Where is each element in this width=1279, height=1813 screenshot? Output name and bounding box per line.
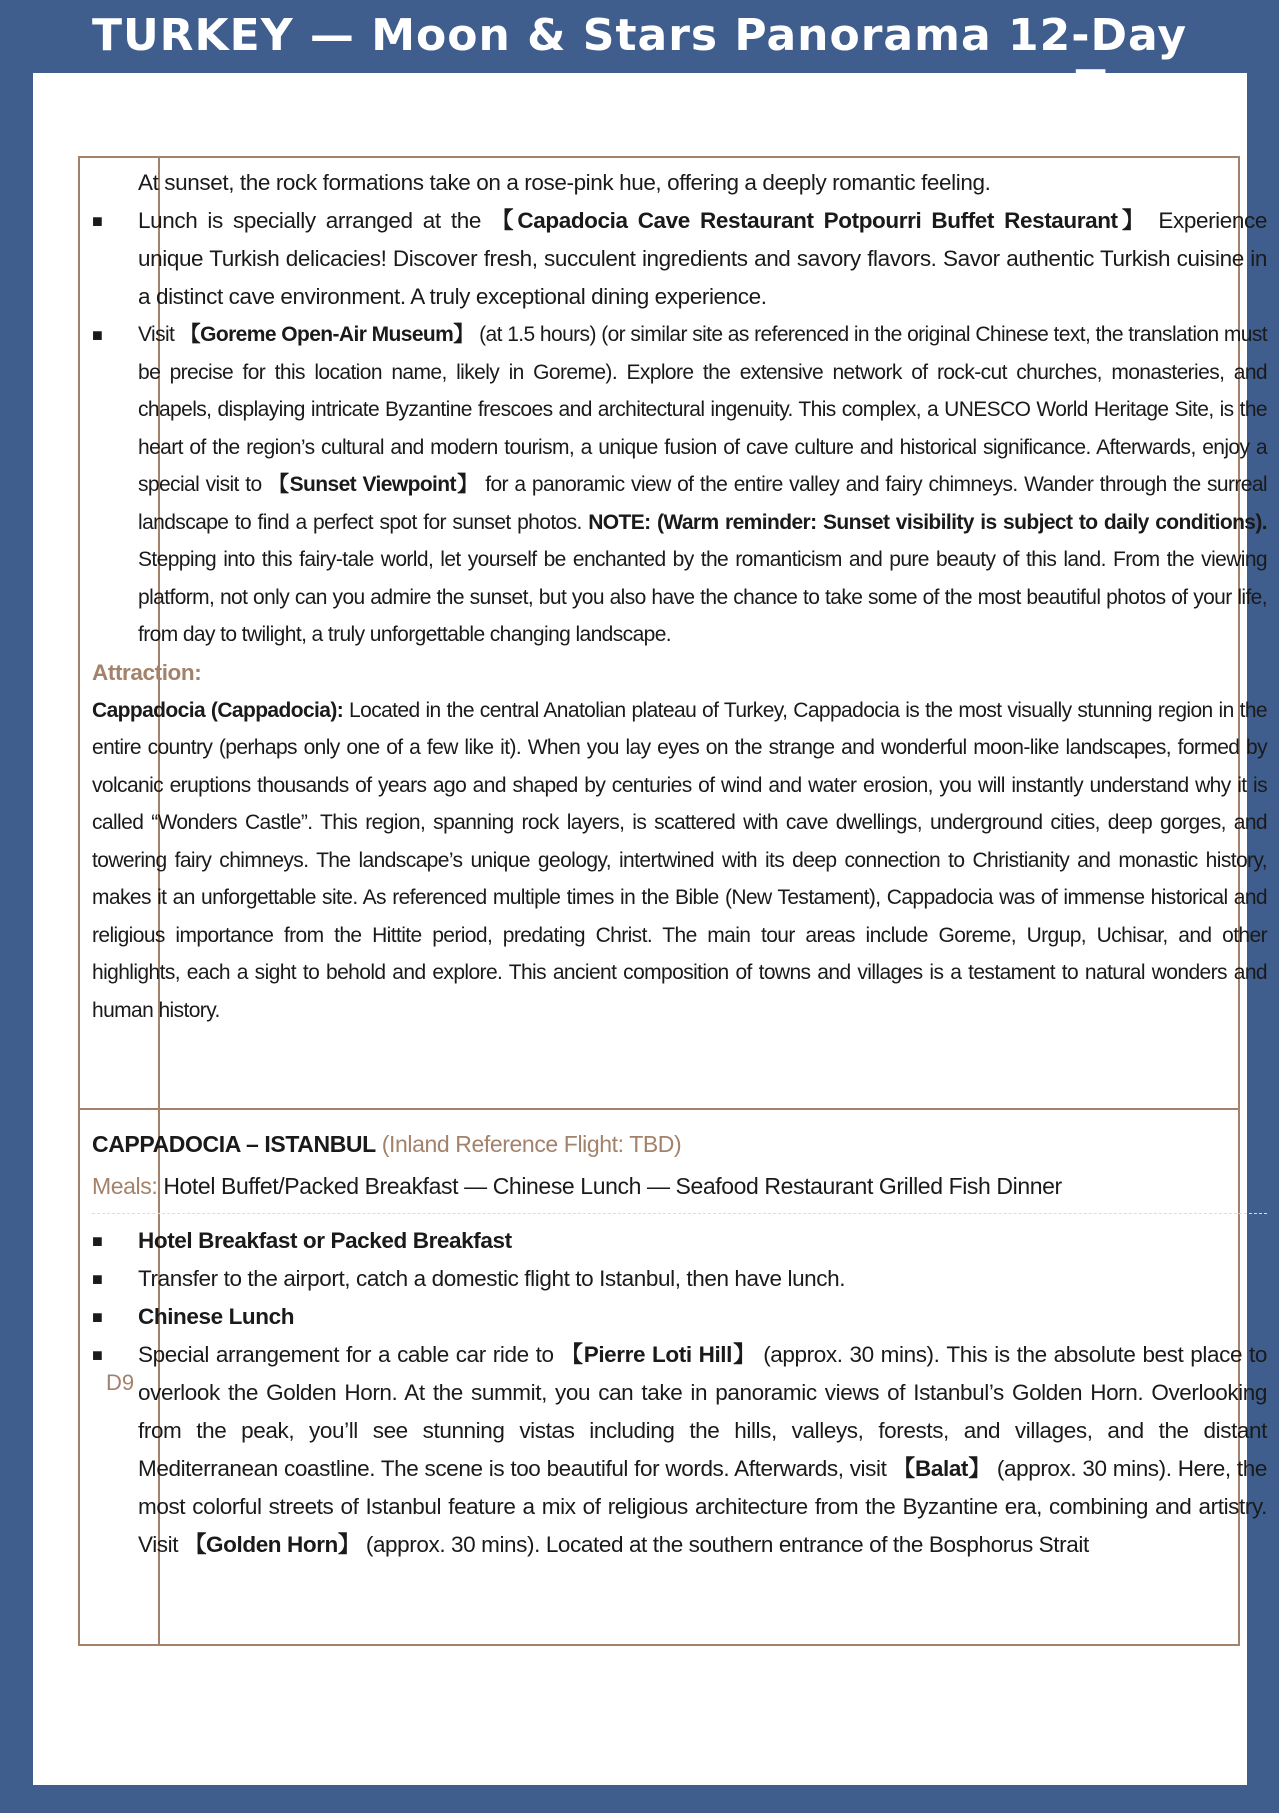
continued-line: At sunset, the rock formations take on a rose-pink hue, offering a deeply romantic feeling.	[138, 170, 991, 195]
visit-end: Stepping into this fairy-tale world, let yourself be enchanted by the romanticism and pure beauty of this land. From the viewing platform, not only can you admire the sunset, but you also have the chance to take some of the most beautiful photos of your life, from day to twilight, a truly unforgettable changing landscape.	[138, 548, 1267, 646]
breakfast-text: Hotel Breakfast or Packed Breakfast	[138, 1228, 512, 1253]
attraction-text: Located in the central Anatolian plateau of Turkey, Cappadocia is the most visually stunning region in the entire country (perhaps only one of a few like it). When you lay eyes on the strange and wonderful moon-like landscapes, formed by volcanic eruptions thousands of years ago and shaped by centuries of wind and water erosion, you will instantly understand why it is called “Wonders Castle”. This region, spanning rock layers, is scattered with cave dwellings, underground cities, deep gorges, and towering fairy chimneys. The landscape’s unique geology, intertwined with its deep connection to Christianity and monastic history, makes it an unforgettable site. As referenced multiple times in the Bible (New Testament), Cappadocia was of immense historical and religious importance from the Hittite period, predating Christ. The main tour areas include Goreme, Urgup, Uchisar, and other highlights, each a sight to behold and explore. This ancient composition of towns and villages is a testament to natural wonders and human history.	[92, 698, 1267, 1022]
lunch-text: Chinese Lunch	[138, 1304, 295, 1329]
cable-text: (approx. 30 mins). This is the absolute best place to overlook the Golden Horn. At the summit, you can take in panoramic views of Istanbul’s Golden Horn. Overlooking from the peak, you’ll see stunning vistas including the hills, valleys, forests, and villages, and the distant Mediterranean coastline. The scene is too beautiful for words. Afterwards, visit	[138, 1342, 1267, 1481]
list-item-museum	[92, 316, 1267, 654]
visit-pre: Visit	[138, 323, 180, 346]
viewpoint-text: for a panoramic view of the entire valley and fairy chimneys. Wander through the surreal landscape to find a perfect spot for sunset photos.	[138, 473, 1267, 534]
viewpoint-name: 【Sunset Viewpoint】	[268, 473, 479, 496]
list-item-lunch	[92, 1298, 1267, 1336]
hill-name: 【Pierre Loti Hill】	[560, 1342, 757, 1367]
cable-pre: Special arrangement for a cable car ride to	[138, 1342, 561, 1367]
attraction-heading: Attraction:	[92, 659, 202, 685]
day8-content	[92, 164, 1267, 1029]
balat-text: (approx. 30 mins). Here, the most colorful streets of Istanbul feature a mix of religious architecture from the Byzantine era, combining and artistry. Visit	[138, 1456, 1267, 1557]
balat-name: 【Balat】	[892, 1456, 991, 1481]
route-line	[92, 1123, 1267, 1165]
museum-text: (at 1.5 hours) (or similar site as referenced in the original Chinese text, the translation must be precise for this location name, likely in Goreme). Explore the extensive network of rock-cut churches, monasteries, and chapels, displaying intricate Byzantine frescoes and architectural ingenuity. This complex, a UNESCO World Heritage Site, is the heart of the region’s cultural and modern tourism, a unique fusion of cave culture and historical significance. Afterwards, enjoy a special visit to	[138, 323, 1267, 496]
square-bullet-icon: ■	[92, 1269, 103, 1289]
sunset-note: NOTE: (Warm reminder: Sunset visibility is subject to daily conditions).	[588, 510, 1267, 534]
golden-horn-text: (approx. 30 mins). Located at the southern entrance of the Bosphorus Strait	[360, 1532, 1089, 1557]
row-divider	[80, 1108, 1238, 1110]
square-bullet-icon: ■	[92, 1345, 103, 1365]
transfer-text: Transfer to the airport, catch a domestic flight to Istanbul, then have lunch.	[138, 1266, 846, 1291]
meals-label: Meals:	[92, 1173, 158, 1199]
golden-horn-name: 【Golden Horn】	[183, 1532, 360, 1557]
route-title: CAPPADOCIA – ISTANBUL	[92, 1131, 376, 1157]
square-bullet-icon: ■	[92, 325, 103, 345]
square-bullet-icon: ■	[92, 211, 103, 231]
list-item-lunch	[92, 202, 1267, 316]
meals-text: Hotel Buffet/Packed Breakfast — Chinese Lunch — Seafood Restaurant Grilled Fish Dinner	[157, 1173, 1062, 1199]
list-item-cable-car	[92, 1336, 1267, 1564]
lunch-text: Experience unique Turkish delicacies! Discover fresh, succulent ingredients and savory flavors. Savor authentic Turkish cuisine in a distinct cave environment. A truly exceptional dining experience.	[138, 208, 1267, 309]
attraction-paragraph	[92, 692, 1267, 1030]
flight-info: (Inland Reference Flight: TBD)	[375, 1131, 682, 1157]
day9-content	[92, 1123, 1267, 1564]
lunch-pre: Lunch is specially arranged at the	[138, 208, 492, 233]
divider	[92, 1213, 1267, 1222]
meals-line	[92, 1165, 1267, 1207]
attraction-name: Cappadocia (Cappadocia):	[92, 698, 344, 722]
page-title: TURKEY — Moon & Stars Panorama 12-Day	[91, 10, 1187, 61]
restaurant-name: 【Capadocia Cave Restaurant Potpourri Buffet Restaurant】	[491, 208, 1149, 233]
square-bullet-icon: ■	[92, 1231, 103, 1251]
museum-name: 【Goreme Open-Air Museum】	[179, 323, 474, 346]
square-bullet-icon: ■	[92, 1307, 103, 1327]
list-item-transfer	[92, 1260, 1267, 1298]
list-item-breakfast	[92, 1222, 1267, 1260]
day-label-d9: D9	[105, 1370, 135, 1395]
